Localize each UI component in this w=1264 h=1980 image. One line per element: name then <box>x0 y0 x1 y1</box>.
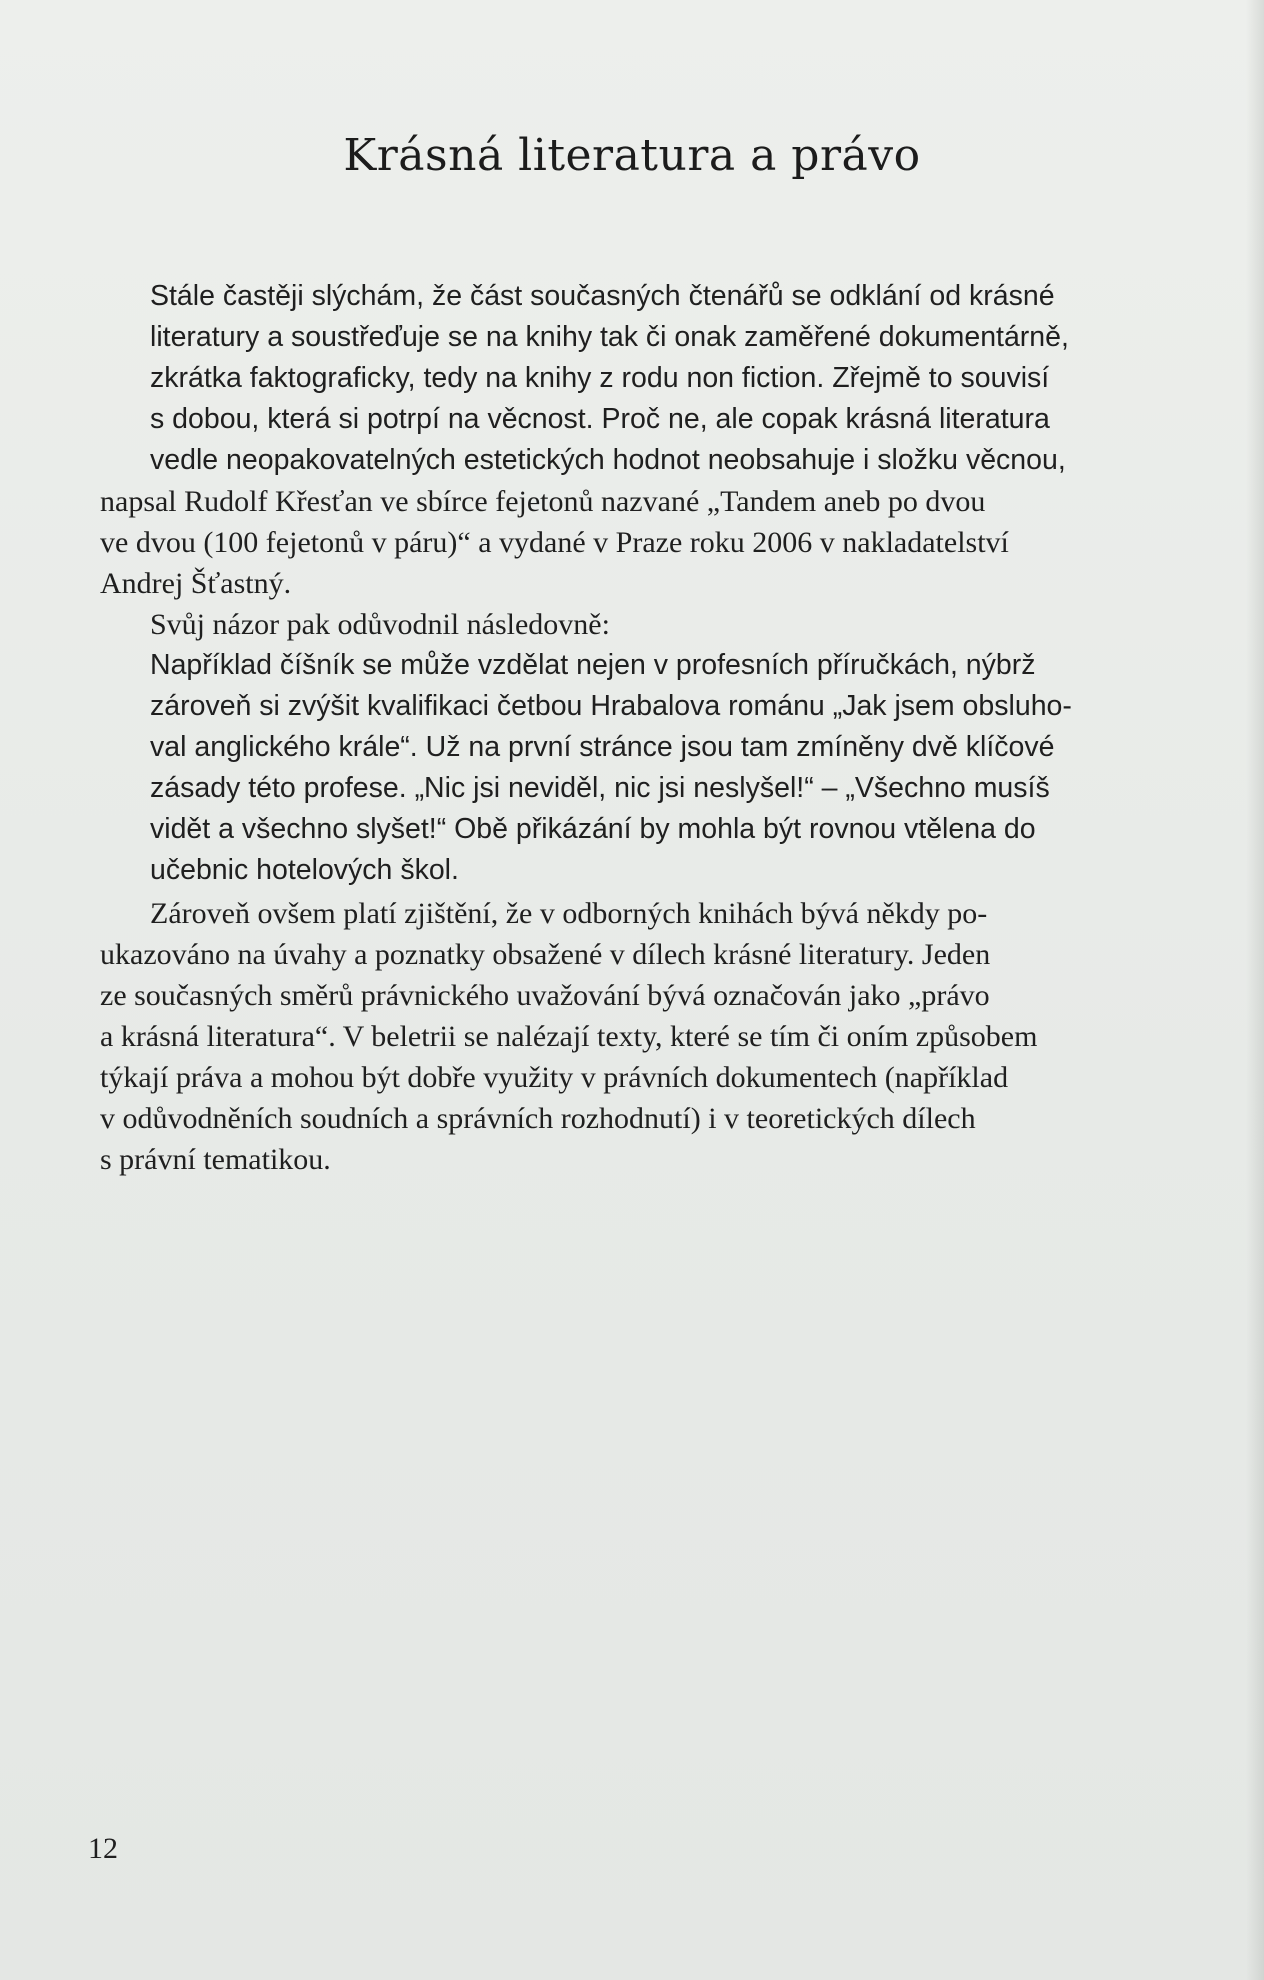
text-line: Svůj názor pak odůvodnil následovně: <box>150 608 610 641</box>
chapter-title: Krásná literatura a právo <box>343 130 921 181</box>
text-line: val anglického krále“. Už na první stránce jsou tam zmíněny dvě klíčové <box>150 731 1055 763</box>
text-line: Například číšník se může vzdělat nejen v profesních příručkách, nýbrž <box>150 649 1036 681</box>
text-line: ukazováno na úvahy a poznatky obsažené v dílech krásné literatury. Jeden <box>100 938 991 971</box>
text-line: s dobou, která si potrpí na věcnost. Proč ne, ale copak krásná literatura <box>150 403 1050 435</box>
text-line: ve dvou (100 fejetonů v páru)“ a vydané v Praze roku 2006 v nakladatelství <box>100 526 1009 559</box>
text-line: s právní tematikou. <box>100 1143 331 1176</box>
paragraph-law-and-literature <box>100 893 1200 1180</box>
text-line: ze současných směrů právnického uvažování bývá označován jako „právo <box>100 979 990 1012</box>
text-line: vidět a všechno slyšet!“ Obě přikázání by mohla být rovnou vtělena do <box>150 813 1036 845</box>
text-line: zároveň si zvýšit kvalifikaci četbou Hrabalova románu „Jak jsem obsluho- <box>150 690 1072 722</box>
quote-block <box>100 645 1200 891</box>
text-line: a krásná literatura“. V beletrii se nalézají texty, které se tím či oním způsobem <box>100 1020 1038 1053</box>
text-line: literatury a soustřeďuje se na knihy tak či onak zaměřené dokumentárně, <box>150 321 1069 353</box>
text-line: zásady této profese. „Nic jsi neviděl, nic jsi neslyšel!“ – „Všechno musíš <box>150 772 1050 804</box>
paragraph-reasoning <box>100 604 1200 645</box>
text-line: v odůvodněních soudních a správních rozhodnutí) i v teoretických dílech <box>100 1102 976 1135</box>
text-line: vedle neopakovatelných estetických hodnot neobsahuje i složku věcnou, <box>150 444 1066 476</box>
text-line: napsal Rudolf Křesťan ve sbírce fejetonů nazvané „Tandem aneb po dvou <box>100 485 986 518</box>
paragraph-intro-sans <box>100 276 1200 481</box>
text-line: učebnic hotelových škol. <box>150 854 459 886</box>
text-line: zkrátka faktograficky, tedy na knihy z rodu non fiction. Zřejmě to souvisí <box>150 362 1050 394</box>
text-line: týkají práva a mohou být dobře využity v právních dokumentech (například <box>100 1061 1009 1094</box>
text-line: Zároveň ovšem platí zjištění, že v odborných knihách bývá někdy po- <box>150 897 988 930</box>
page-number: 12 <box>88 1832 118 1865</box>
page-edge-shadow <box>1246 0 1264 1980</box>
text-line: Stále častěji slýchám, že část současných čtenářů se odklání od krásné <box>150 280 1055 312</box>
paragraph-intro-serif <box>100 481 1200 604</box>
text-line: Andrej Šťastný. <box>100 567 292 600</box>
